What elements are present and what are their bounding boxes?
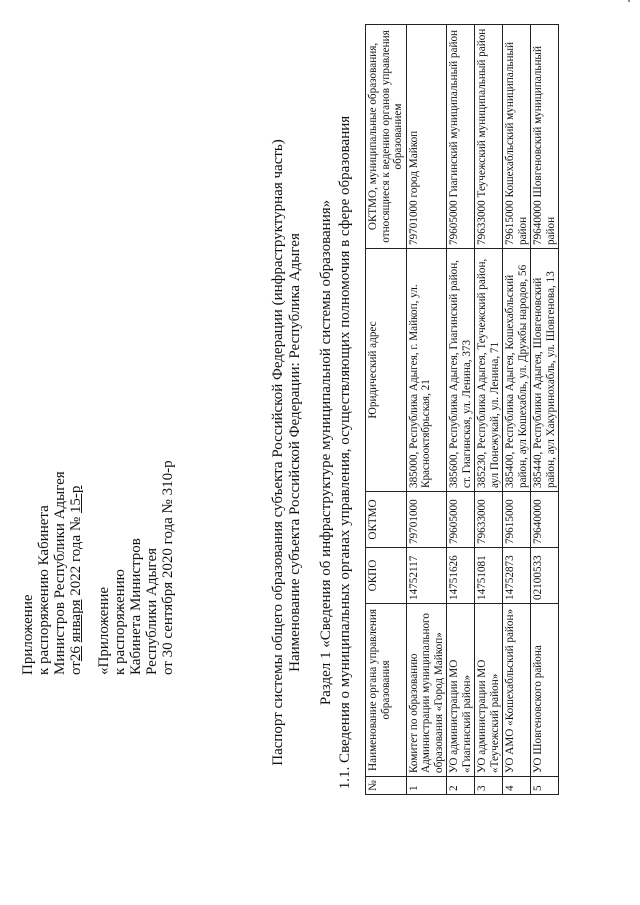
cell-okpo: 02100533 bbox=[531, 548, 559, 604]
cell-municipal: 79640000 Шовгеновский муниципальный район bbox=[531, 25, 559, 249]
cell-num: 3 bbox=[475, 777, 503, 795]
cell-num: 2 bbox=[447, 777, 475, 795]
header-municipal: ОКТМО, муниципальные образования, относящиеся к ведению органов управления образованием bbox=[366, 25, 407, 249]
cell-num: 1 bbox=[406, 777, 447, 795]
table-row bbox=[406, 25, 447, 795]
date-day: 26 bbox=[68, 646, 84, 662]
header-name: Наименование органа управления образования bbox=[366, 604, 407, 777]
cell-name: Комитет по образованию Администрации муниципального образования «Город Майкоп» bbox=[406, 604, 447, 777]
header-oktmo: ОКТМО bbox=[366, 492, 407, 548]
cell-num: 4 bbox=[503, 777, 531, 795]
cell-address: 385230, Республика Адыгея, Теучежский район, аул Понежукай, ул. Ленина, 71 bbox=[475, 249, 503, 492]
cell-municipal: 79701000 город Майкоп bbox=[406, 25, 447, 249]
table-row bbox=[503, 25, 531, 795]
appendix-line-4 bbox=[68, 405, 84, 675]
cell-okpo: 14751626 bbox=[447, 548, 475, 604]
cell-oktmo: 79640000 bbox=[531, 492, 559, 548]
date-year: 2022 года № bbox=[68, 516, 84, 596]
cell-oktmo: 79615000 bbox=[503, 492, 531, 548]
cell-oktmo: 79605000 bbox=[447, 492, 475, 548]
table-row bbox=[475, 25, 503, 795]
cell-okpo: 14752873 bbox=[503, 548, 531, 604]
prev-appendix-line-2: к распоряжению bbox=[112, 569, 128, 675]
table-row bbox=[447, 25, 475, 795]
appendix-line-1: Приложение bbox=[20, 594, 36, 675]
header-okpo: ОКПО bbox=[366, 548, 407, 604]
passport-title: Паспорт системы общего образования субъекта Российской Федерации (инфраструктурная часть) bbox=[270, 139, 286, 766]
subsection-title: 1.1. Сведения о муниципальных органах управления, осуществляющих полномочия в сфере образования bbox=[337, 115, 353, 790]
table-header-row bbox=[366, 25, 407, 795]
table-row bbox=[531, 25, 559, 795]
cell-name: УО администрации МО «Гиагинский район» bbox=[447, 604, 475, 777]
appendix-block bbox=[20, 405, 176, 675]
order-number: 15-р bbox=[68, 485, 84, 514]
cell-municipal: 79633000 Теучежский муниципальный район bbox=[475, 25, 503, 249]
date-prefix: от bbox=[68, 661, 84, 675]
cell-name: УО АМО «Кошехабльский район» bbox=[503, 604, 531, 777]
header-address: Юридический адрес bbox=[366, 249, 407, 492]
prev-appendix-line-1: «Приложение bbox=[96, 586, 112, 675]
authorities-table bbox=[365, 24, 559, 795]
cell-address: 385600, Республика Адыгея, Гиагинский район, ст. Гиагинская, ул. Ленина, 373 bbox=[447, 249, 475, 492]
header-num: № bbox=[366, 777, 407, 795]
cell-address: 385400, Республика Адыгея, Кошехабльский район, аул Кошехабль, ул. Дружбы народов, 56 bbox=[503, 249, 531, 492]
appendix-line-3: Министров Республики Адыгея bbox=[52, 471, 68, 675]
prev-appendix-line-3: Кабинета Министров bbox=[128, 538, 144, 675]
appendix-line-2: к распоряжению Кабинета bbox=[36, 505, 52, 675]
cell-municipal: 79615000 Кошехабльский муниципальный район bbox=[503, 25, 531, 249]
cell-okpo: 14751081 bbox=[475, 548, 503, 604]
cell-municipal: 79605000 Гиагинский муниципальный район bbox=[447, 25, 475, 249]
date-month: января bbox=[68, 599, 84, 643]
cell-oktmo: 79633000 bbox=[475, 492, 503, 548]
cell-oktmo: 79701000 bbox=[406, 492, 447, 548]
cell-address: 385000, Республика Адыгея, г. Майкоп, ул. Краснооктябрьская, 21 bbox=[406, 249, 447, 492]
cell-okpo: 14752117 bbox=[406, 548, 447, 604]
prev-appendix-line-4: Республики Адыгея bbox=[144, 547, 160, 675]
cell-name: УО Шовгеновского района bbox=[531, 604, 559, 777]
prev-appendix-line-5: от 30 сентября 2020 года № 310-р bbox=[160, 460, 176, 675]
subject-title: Наименование субъекта Российской Федерации: Республика Адыгея bbox=[287, 233, 303, 672]
section-title: Раздел 1 «Сведения об инфраструктуре муниципальной системы образования» bbox=[318, 199, 334, 706]
cell-num: 5 bbox=[531, 777, 559, 795]
cell-name: УО администрации МО «Теучежский район» bbox=[475, 604, 503, 777]
cell-address: 385440, Республики Адыгея, Шовгеновский район, аул Хакуринохабль, ул. Шовгенова, 13 bbox=[531, 249, 559, 492]
